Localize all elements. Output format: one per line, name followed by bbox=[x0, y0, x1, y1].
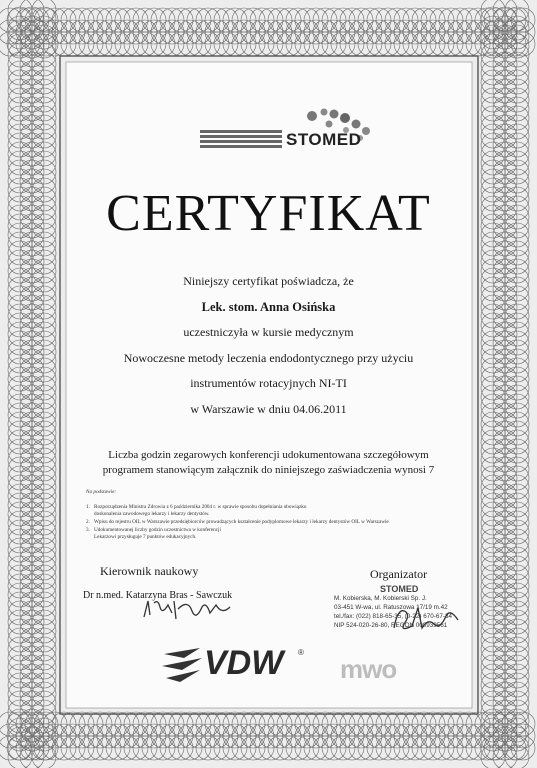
place-and-date: w Warszawie w dniu 04.06.2011 bbox=[190, 402, 347, 416]
course-title-line2: instrumentów rotacyjnych NI-TI bbox=[190, 376, 347, 390]
stamp-name: STOMED bbox=[380, 584, 419, 594]
stamp-line1: M. Kobierska, M. Kobierski Sp. J. bbox=[334, 595, 427, 602]
mwo-logo: mwo bbox=[340, 654, 397, 684]
legal-item-num: 1. bbox=[86, 504, 90, 510]
organizer-heading: Organizator bbox=[370, 567, 428, 581]
vdw-swoosh-icon bbox=[160, 644, 210, 684]
legal-item-text-cont: Lekarzowi przysługuje 7 punktów edukacyjnych. bbox=[94, 534, 197, 540]
recipient-name: Lek. stom. Anna Osińska bbox=[201, 300, 336, 314]
stamp-line4: NIP 524-020-26-80, REGON 008939561 bbox=[334, 622, 448, 629]
legal-heading: Na podstawie: bbox=[86, 489, 117, 495]
signature-right-icon bbox=[388, 598, 468, 638]
scientific-director-name: Dr n.med. Katarzyna Bras - Sawczuk bbox=[83, 590, 233, 601]
legal-item-text: Rozporządzenia Ministra Zdrowia z 6 października 2004 r. w sprawie sposobu dopełniania obowiązku bbox=[94, 504, 307, 510]
certificate-title: CERTYFIKAT bbox=[106, 185, 431, 242]
scientific-director-heading: Kierownik naukowy bbox=[100, 564, 199, 578]
hours-line2: programem stanowiącym załącznik do niniejszego zaświadczenia wynosi 7 bbox=[102, 464, 435, 476]
stamp-line2: 03-451 W-wa, ul. Ratuszowa 17/19 m.42 bbox=[334, 604, 448, 611]
legal-item-text: Udokumentowanej liczby godzin uczestnictwa w konferencji bbox=[94, 527, 221, 533]
legal-item-num: 2. bbox=[86, 519, 90, 525]
vdw-logo-text: VDW bbox=[204, 644, 284, 682]
intro-text: Niniejszy certyfikat poświadcza, że bbox=[183, 274, 354, 288]
legal-item-num: 3. bbox=[86, 527, 90, 533]
course-title-line1: Nowoczesne metody leczenia endodontycznego przy użyciu bbox=[123, 351, 414, 365]
hours-line1: Liczba godzin zegarowych konferencji udokumentowana szczegółowym bbox=[108, 449, 429, 461]
vdw-registered-mark: ® bbox=[298, 648, 304, 657]
legal-item-text: Wpisu do rejestru OIL w Warszawie przedsiębiorców prowadzących kształcenie podyplomowe lekarzy i lekarzy dentystów OIL w Warszawie bbox=[94, 519, 389, 525]
signature-left-icon bbox=[140, 595, 240, 625]
legal-item-text-cont: doskonalenia zawodowego lekarzy i lekarzy dentystów. bbox=[94, 511, 210, 517]
stomed-logo-text: STOMED bbox=[286, 130, 362, 149]
stamp-line3: tel./fax: (022) 818-65-35, (0-22) 670-67-34 bbox=[334, 613, 452, 620]
participation-text: uczestniczyła w kursie medycznym bbox=[183, 325, 354, 339]
